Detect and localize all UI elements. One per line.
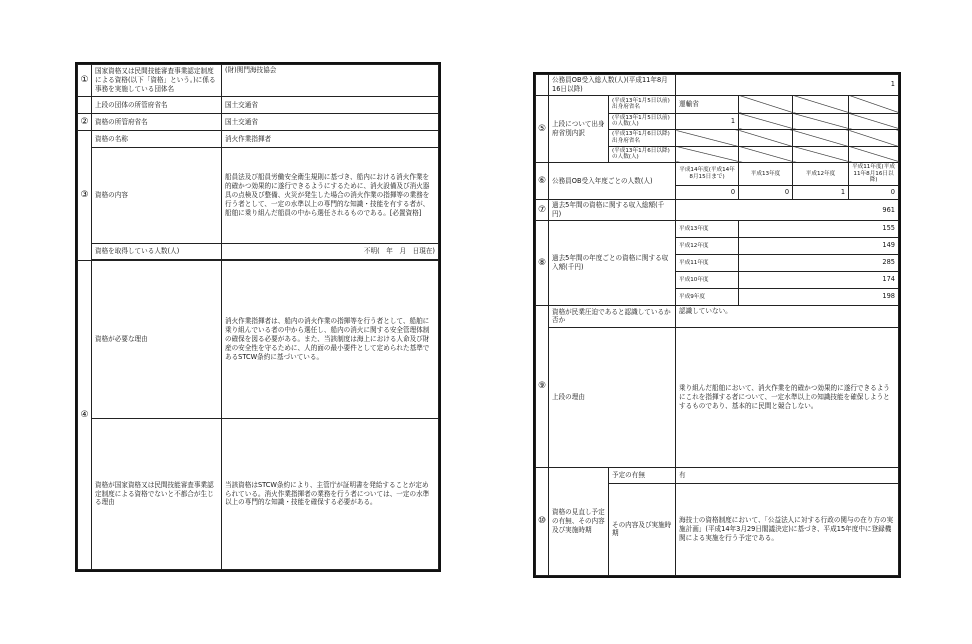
- organization-value: (財)関門海技協会: [222, 65, 439, 97]
- revenue-year-label: 平成11年度: [676, 254, 739, 271]
- org-ministry-value: 国土交通省: [222, 97, 439, 114]
- hatched-cell: [676, 130, 739, 146]
- hatched-cell: [739, 113, 793, 129]
- competition-reason-value: 乗り組んだ船舶において、消火作業を的確かつ効果的に遂行できるようにこれを指揮する者について、一定水準以上の知識技能を確保しようとするものであり、基本的に民間と競合しない。: [676, 327, 899, 467]
- competition-value: 認識していない。: [676, 305, 899, 327]
- revenue-year-label: 平成13年度: [676, 220, 739, 237]
- row-number: ①: [78, 65, 92, 97]
- revenue-year-value: 155: [739, 220, 899, 237]
- revenue-yearly-label: 過去5年間の年度ごとの資格に関する収入額(千円): [549, 220, 676, 305]
- ob-count-before-value: 1: [676, 113, 739, 129]
- ob-year-label: 平成12年度: [793, 163, 849, 186]
- revenue-year-label: 平成9年度: [676, 288, 739, 305]
- ob-year-value: 0: [676, 186, 739, 200]
- ob-total-label: 公務員OB受入総人数(人)(平成11年8月16日以降): [549, 75, 676, 96]
- revenue-total-value: 961: [676, 200, 899, 221]
- qualification-content-value: 船員法及び船員労働安全衛生規則に基づき、船内における消火作業を的確かつ効果的に遂行できるようにするために、消火設備及び消火器具の点検及び整備、火災が発生した場合の消火作業の指揮等の業務を行う者として、一定の水準以上の専門的な知識・技能を有する者が、船舶に乗り組んだ船員の中から選任されるものである。[必置資格]: [222, 148, 439, 244]
- left-page: [75, 62, 441, 572]
- hatched-cell: [793, 95, 849, 113]
- org-ministry-label: 上段の団体の所管府省名: [92, 97, 222, 114]
- competition-label: 資格が民業圧迫であると認識しているか否か: [549, 305, 676, 327]
- review-plan-existence-label: 予定の有無: [609, 467, 676, 483]
- holders-count-value: 不明( 年 月 日現在): [222, 244, 439, 260]
- row-number: ⑨: [536, 305, 549, 467]
- ob-count-before-label: (平成13年1月5日以前)の人数(人): [609, 113, 676, 129]
- hatched-cell: [739, 146, 793, 162]
- inconvenience-reason-value: 当該資格はSTCW条約により、主管庁が証明書を発給することが定められている。消火作業指揮者の業務を行う者については、一定の水準以上の専門的な知識・技能を確保する必要がある。: [222, 419, 439, 570]
- qualification-name-value: 消火作業指揮者: [222, 131, 439, 148]
- hatched-cell: [849, 113, 899, 129]
- ob-ministry-before-label: (平成13年1月5日以前)出身府省名: [609, 95, 676, 113]
- revenue-year-value: 198: [739, 288, 899, 305]
- left-form-table: [77, 64, 439, 570]
- ob-total-value: 1: [676, 75, 899, 96]
- ob-breakdown-label: 上段について出身府省別内訳: [549, 95, 609, 162]
- inconvenience-reason-label: 資格が国家資格又は民間技能審査事業認定制度による資格でないと不都合が生じる理由: [92, 419, 222, 570]
- revenue-year-label: 平成10年度: [676, 271, 739, 288]
- holders-count-label: 資格を取得している人数(人): [92, 244, 222, 260]
- row-number-empty: [78, 97, 92, 114]
- row-number: ②: [78, 114, 92, 131]
- ob-ministry-after-label: (平成13年1月6日以降)出身府省名: [609, 130, 676, 146]
- hatched-cell: [793, 146, 849, 162]
- ob-year-value: 1: [793, 186, 849, 200]
- organization-label: 国家資格又は民間技能審査事業認定制度による資格(以下「資格」という。)に係る事務を実施している団体名: [92, 65, 222, 97]
- qualification-ministry-value: 国土交通省: [222, 114, 439, 131]
- hatched-cell: [849, 146, 899, 162]
- competition-reason-label: 上段の理由: [549, 327, 676, 467]
- ob-yearly-label: 公務員OB受入年度ごとの人数(人): [549, 163, 676, 200]
- ob-year-label: 平成11年度(平成11年8月16日以降): [849, 163, 899, 186]
- row-number: ⑥: [536, 163, 549, 200]
- row-number: ⑤: [536, 95, 549, 162]
- row-number: ⑧: [536, 220, 549, 305]
- necessity-reason-value: 消火作業指揮者は、船内の消火作業の指揮等を行う者として、船舶に乗り組んでいる者の中から選任し、船内の消火に関する安全管理体制の確保を図る必要がある。また、当該制度は海上における人命及び財産の安全性を守るために、人的面の最小要件として定められた基準であるSTCW条約に基づいている。: [222, 261, 439, 419]
- review-plan-existence-value: 有: [676, 467, 899, 483]
- revenue-total-label: 過去5年間の資格に関する収入総額(千円): [549, 200, 676, 221]
- row-number: ④: [78, 261, 92, 570]
- ob-ministry-before-value: 運輸省: [676, 95, 739, 113]
- necessity-reason-label: 資格が必要な理由: [92, 261, 222, 419]
- revenue-year-label: 平成12年度: [676, 237, 739, 254]
- revenue-year-value: 174: [739, 271, 899, 288]
- row-number-empty: [536, 75, 549, 96]
- revenue-year-value: 149: [739, 237, 899, 254]
- review-plan-label: 資格の見直し予定の有無、その内容及び実施時期: [549, 467, 609, 575]
- row-number: ③: [78, 131, 92, 261]
- revenue-year-value: 285: [739, 254, 899, 271]
- ob-year-label: 平成14年度(平成14年8月15日まで): [676, 163, 739, 186]
- right-page: [533, 72, 901, 578]
- review-plan-detail-value: 海技士の資格制度において、「公益法人に対する行政の関与の在り方の実施計画」(平成14年3月29日閣議決定)に基づき、平成15年度中に登録機関による実施を行う予定である。: [676, 483, 899, 575]
- hatched-cell: [739, 130, 793, 146]
- qualification-ministry-label: 資格の所管府省名: [92, 114, 222, 131]
- qualification-name-label: 資格の名称: [92, 131, 222, 148]
- review-plan-detail-label: その内容及び実施時期: [609, 483, 676, 575]
- hatched-cell: [849, 130, 899, 146]
- right-form-table: [535, 74, 899, 576]
- ob-year-value: 0: [739, 186, 793, 200]
- hatched-cell: [793, 130, 849, 146]
- hatched-cell: [793, 113, 849, 129]
- hatched-cell: [739, 95, 793, 113]
- hatched-cell: [676, 146, 739, 162]
- row-number: ⑦: [536, 200, 549, 221]
- ob-count-after-label: (平成13年1月6日以降)の人数(人): [609, 146, 676, 162]
- row-number: ⑩: [536, 467, 549, 575]
- qualification-content-label: 資格の内容: [92, 148, 222, 244]
- ob-year-label: 平成13年度: [739, 163, 793, 186]
- hatched-cell: [849, 95, 899, 113]
- ob-year-value: 0: [849, 186, 899, 200]
